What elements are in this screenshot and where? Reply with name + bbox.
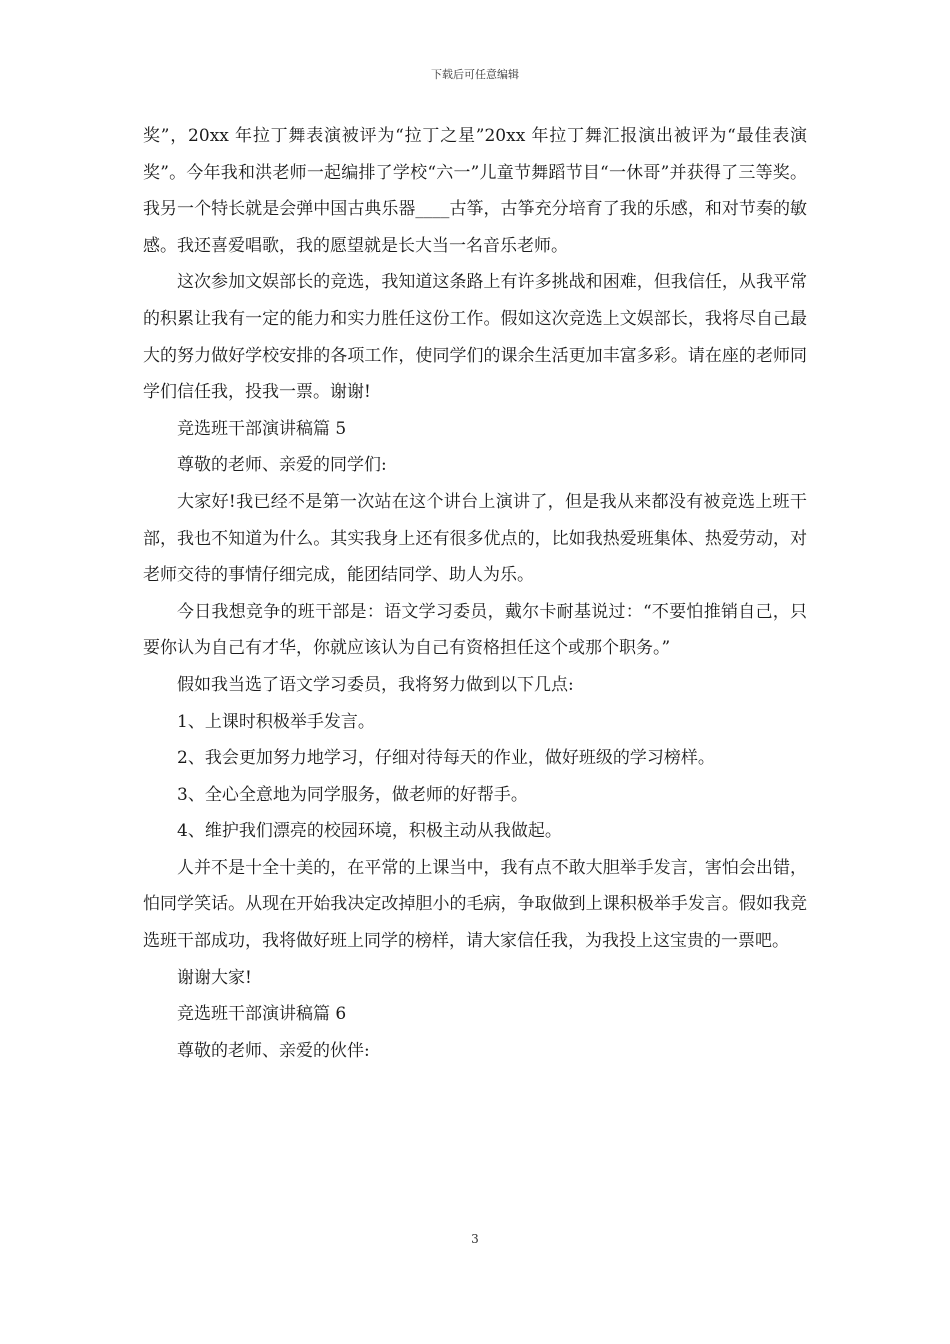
section-heading: 竞选班干部演讲稿篇 6: [177, 1004, 347, 1025]
paragraph: 这次参加文娱部长的竞选，我知道这条路上有许多挑战和困难，但我信任，从我平常的积累让我有一定的能力和实力胜任这份工作。假如这次竞选上文娱部长，我将尽自己最大的努力做好学校安排的各项工作，使同学们的课余生活更加丰富多彩。请在座的老师同学们信任我，投我一票。谢谢!: [143, 272, 807, 403]
list-item: 3、全心全意地为同学服务，做老师的好帮手。: [177, 784, 528, 805]
list-item: 1、上课时积极举手发言。: [177, 711, 375, 732]
salutation: 尊敬的老师、亲爱的伙伴:: [177, 1040, 370, 1061]
list-item: 2、我会更加努力地学习，仔细对待每天的作业，做好班级的学习榜样。: [177, 748, 715, 769]
paragraph: 大家好!我已经不是第一次站在这个讲台上演讲了，但是我从来都没有被竞选上班干部，我也不知道为什么。其实我身上还有很多优点的，比如我热爱班集体、热爱劳动，对老师交待的事情仔细完成，能团结同学、助人为乐。: [143, 491, 807, 586]
paragraph-continued: 奖”，20xx 年拉丁舞表演被评为“拉丁之星”20xx 年拉丁舞汇报演出被评为“最佳表演奖”。今年我和洪老师一起编排了学校“六一”儿童节舞蹈节目“一休哥”并获得了三等奖。我另一个特长就是会弹中国古典乐器____古筝，古筝充分培育了我的乐感，和对节奏的敏感。我还喜爱唱歌，我的愿望就是长大当一名音乐老师。: [143, 126, 807, 256]
page-header: 下载后可任意编辑: [431, 68, 519, 81]
document-body: [143, 118, 807, 1069]
paragraph: 今日我想竞争的班干部是：语文学习委员，戴尔卡耐基说过：“不要怕推销自己，只要你认为自己有才华，你就应该认为自己有资格担任这个或那个职务。”: [143, 601, 807, 659]
page-number: 3: [471, 1232, 479, 1246]
list-item: 4、维护我们漂亮的校园环境，积极主动从我做起。: [177, 821, 562, 842]
paragraph: 人并不是十全十美的，在平常的上课当中，我有点不敢大胆举手发言，害怕会出错，怕同学笑话。从现在开始我决定改掉胆小的毛病，争取做到上课积极举手发言。假如我竞选班干部成功，我将做好班上同学的榜样，请大家信任我，为我投上这宝贵的一票吧。: [143, 857, 807, 952]
paragraph: 假如我当选了语文学习委员，我将努力做到以下几点:: [177, 674, 574, 695]
closing: 谢谢大家!: [177, 967, 252, 988]
section-heading: 竞选班干部演讲稿篇 5: [177, 418, 347, 439]
salutation: 尊敬的老师、亲爱的同学们:: [177, 455, 387, 476]
